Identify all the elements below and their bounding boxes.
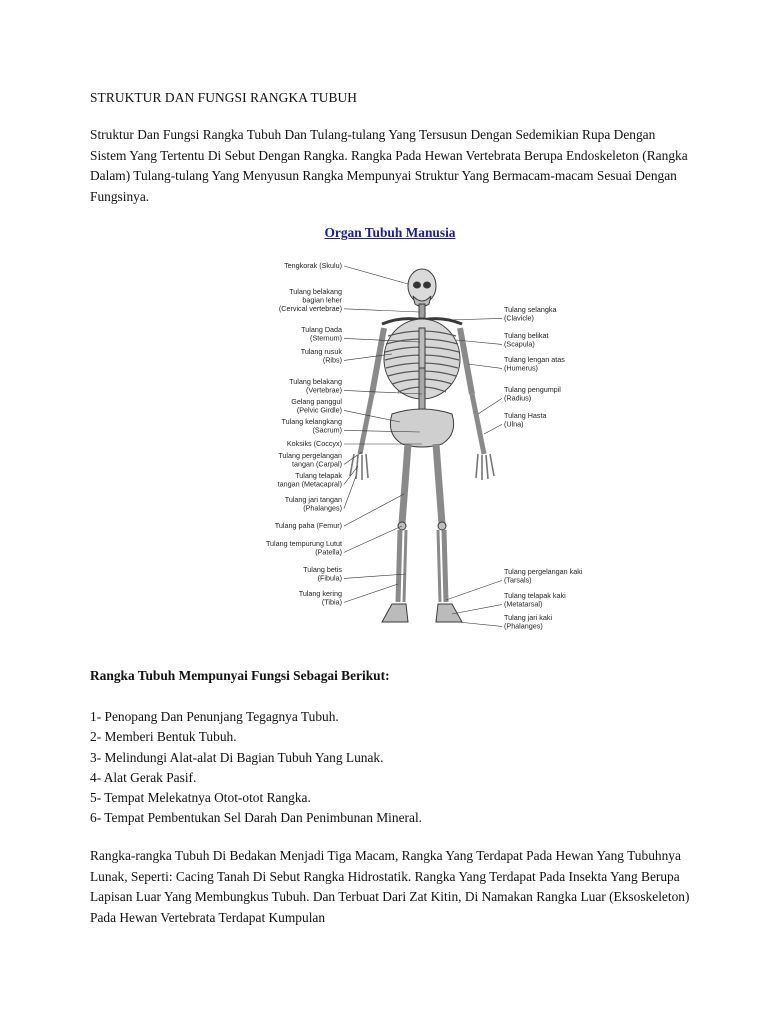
figure-label-text: (Phalanges) [504, 621, 543, 631]
figure-label-left-9 [278, 466, 358, 488]
figure-label-text: Tulang kelangkang [281, 417, 342, 426]
figure-label-text: (Phalanges) [303, 503, 342, 513]
figure-label-text: (Fibula) [317, 573, 342, 583]
figure-label-text: Koksiks (Coccyx) [286, 439, 342, 448]
functions-list [90, 707, 422, 829]
figure-label-text: tangan (Carpal) [292, 459, 342, 469]
function-item: 5- Tempat Melekatnya Otot-otot Rangka. [90, 790, 311, 806]
figure-label-text: (Ulna) [504, 419, 524, 429]
functions-heading: Rangka Tubuh Mempunyai Fungsi Sebagai Berikut: [90, 668, 390, 683]
link-line [90, 223, 690, 243]
figure-label-right-3 [478, 385, 561, 414]
organ-tubuh-link[interactable]: Organ Tubuh Manusia [324, 225, 456, 240]
figure-label-text: Tulang selangka [504, 305, 557, 314]
figure-label-text: Tulang Hasta [504, 411, 547, 420]
figure-label-text: Tulang paha (Femur) [274, 521, 342, 530]
figure-label-right-0 [446, 305, 556, 322]
figure-label-text: tangan (Metacapral) [277, 479, 342, 489]
figure-label-left-14 [299, 584, 398, 606]
figure-label-text: (Tarsals) [504, 575, 532, 585]
figure-label-leader [344, 494, 404, 526]
figure-label-text: (Clavicle) [504, 313, 534, 323]
figure-label-right-6 [452, 591, 566, 614]
figure-label-leader [478, 398, 502, 414]
figure-label-text: (Pelvic Girdle) [296, 405, 342, 415]
figure-label-text: Tulang Dada [301, 325, 342, 334]
figure-label-left-8 [278, 451, 362, 468]
figure-label-text: Tulang jari tangan [284, 495, 342, 504]
function-item: 2- Memberi Bentuk Tubuh. [90, 729, 237, 745]
figure-label-text: (Tibia) [321, 597, 342, 607]
figure-label-text: (Cervical vertebrae) [278, 303, 342, 313]
figure-label-right-2 [468, 355, 565, 372]
figure-label-leader [468, 364, 502, 368]
figure-label-leader [344, 476, 356, 508]
figure-label-text: Tulang kering [298, 589, 342, 598]
figure-label-text: (Sternum) [310, 333, 342, 343]
outro-paragraph: Rangka-rangka Tubuh Di Bedakan Menjadi Tiga Macam, Rangka Yang Terdapat Pada Hewan Yang Tubuhnya Lunak, Seperti: Cacing Tanah Di Sebut Rangka Hidrostatik. Rangka Yang Terdapat Pada Insekta Yang Berupa Lapisan Luar Yang Membungkus Tubuh. Dan Terbuat Dari Zat Kitin, Di Namakan Rangka Luar (Eksoskeleton) Pada Hewan Vertebrata Terdapat Kumpulan [90, 848, 690, 925]
figure-label-leader [458, 622, 502, 626]
figure-label-right-1 [456, 331, 548, 348]
figure-label-text: (Metatarsal) [504, 599, 543, 609]
figure-label-text: Tulang telapak [295, 471, 342, 480]
figure-label-text: (Radius) [504, 393, 532, 403]
figure-label-leader [484, 424, 502, 434]
figure-label-left-13 [303, 565, 406, 582]
figure-label-text: Tulang belakang [289, 377, 342, 386]
figure-label-left-0 [284, 261, 408, 284]
figure-label-leader [446, 318, 502, 320]
figure-label-text: Tulang pengumpil [504, 385, 561, 394]
figure-label-leader [344, 309, 419, 312]
figure-label-text: Tulang lengan atas [504, 355, 565, 364]
function-item: 1- Penopang Dan Penunjang Tegagnya Tubuh. [90, 709, 339, 724]
figure-label-text: Tulang betis [303, 565, 342, 574]
figure-label-leader [446, 580, 502, 600]
function-item: 6- Tempat Pembentukan Sel Darah Dan Penimbunan Mineral. [90, 810, 423, 826]
figure-label-text: Gelang panggul [291, 397, 342, 406]
figure-label-text: (Vertebrae) [306, 385, 342, 395]
figure-label-left-12 [266, 526, 402, 556]
figure-label-text: Tulang tempurung Lutut [265, 539, 342, 548]
figure-label-text: Tengkorak (Skulu) [284, 261, 342, 270]
figure-label-text: Tulang pergelangan [278, 451, 342, 460]
figure-label-left-1 [279, 287, 419, 313]
figure-label-right-4 [484, 411, 546, 434]
skeleton-figure [232, 254, 612, 644]
figure-label-text: Tulang jari kaki [504, 613, 553, 622]
skeleton-drawing [350, 269, 494, 622]
figure-label-text: Tulang rusuk [300, 347, 342, 356]
figure-label-right-7 [458, 613, 552, 630]
function-item: 4- Alat Gerak Pasif. [90, 769, 197, 785]
document-title: STRUKTUR DAN FUNGSI RANGKA TUBUH [90, 90, 358, 105]
figure-label-leader [452, 604, 502, 614]
figure-label-text: (Humerus) [504, 363, 538, 373]
figure-label-text: (Scapula) [504, 339, 535, 349]
figure-label-leader [344, 584, 398, 602]
intro-paragraph: Struktur Dan Fungsi Rangka Tubuh Dan Tulang-tulang Yang Tersusun Dengan Sedemikian Rupa Dengan Sistem Yang Tertentu Di Sebut Dengan Rangka. Rangka Pada Hewan Vertebrata Berupa Endoskeleton (Rangka Dalam) Tulang-tulang Yang Menyusun Rangka Mempunyai Struktur Yang Bermacam-macam Sesuai Dengan Fungsinya. [90, 127, 688, 204]
figure-label-text: Tulang telapak kaki [504, 591, 566, 600]
figure-label-text: Tulang belakang [289, 287, 342, 296]
figure-label-text: bagian leher [302, 295, 342, 305]
figure-label-text: Tulang belikat [504, 331, 549, 340]
function-item: 3- Melindungi Alat-alat Di Bagian Tubuh Yang Lunak. [90, 749, 384, 765]
document-page [90, 88, 690, 925]
figure-label-text: Tulang pergelangan kaki [504, 567, 583, 576]
skeleton-diagram [232, 254, 612, 644]
figure-label-text: (Patella) [315, 547, 342, 557]
figure-label-leader [344, 526, 402, 552]
figure-label-text: (Ribs) [322, 355, 342, 365]
figure-label-leader [344, 266, 408, 284]
figure-label-text: (Sacrum) [312, 425, 342, 435]
